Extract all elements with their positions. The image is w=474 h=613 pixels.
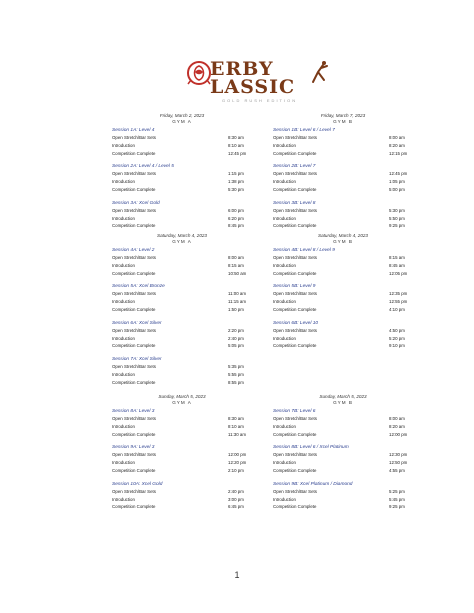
row-label: Open Stretch/Bar Sets — [112, 327, 156, 333]
gym-name: GYM B — [333, 119, 353, 124]
schedule-row — [112, 363, 252, 371]
schedule-row — [273, 178, 413, 186]
schedule-block — [273, 233, 413, 356]
schedule-row — [112, 488, 252, 496]
row-label: Competition Complete — [112, 150, 156, 156]
schedule-row — [112, 342, 252, 350]
gym-name: GYM A — [172, 239, 192, 244]
row-label: Competition Complete — [273, 150, 317, 156]
gym-name: GYM B — [333, 239, 353, 244]
row-label: Introduction — [273, 496, 296, 502]
session — [112, 481, 252, 511]
schedule-row — [273, 270, 413, 278]
row-time: 11:00 am — [228, 291, 246, 297]
rose-icon — [186, 60, 212, 86]
schedule-row — [112, 222, 252, 230]
session-title: Session 9A: Level 3 — [112, 445, 155, 451]
schedule-row — [273, 262, 413, 270]
row-label: Competition Complete — [112, 270, 156, 276]
schedule-row — [112, 431, 252, 439]
row-label: Introduction — [112, 142, 135, 148]
session-title: Session 6B: Level 10 — [273, 320, 319, 326]
row-time: 11:30 am — [228, 431, 246, 437]
row-label: Introduction — [273, 299, 296, 305]
session — [273, 481, 413, 511]
schedule-row — [273, 451, 413, 459]
schedule-row — [112, 467, 252, 475]
row-label: Introduction — [112, 215, 135, 221]
schedule-row — [273, 290, 413, 298]
schedule-row — [112, 270, 252, 278]
row-label: Introduction — [112, 335, 135, 341]
row-time: 6:45 pm — [228, 504, 244, 510]
row-label: Competition Complete — [273, 467, 317, 473]
row-time: 11:15 am — [228, 299, 246, 305]
row-time: 3:00 pm — [228, 496, 244, 502]
row-label: Open Stretch/Bar Sets — [112, 488, 156, 494]
schedule-row — [112, 215, 252, 223]
row-label: Introduction — [273, 262, 296, 268]
row-time: 5:05 pm — [228, 343, 244, 349]
schedule-row — [112, 503, 252, 511]
schedule-row — [273, 459, 413, 467]
schedule-row — [112, 186, 252, 194]
row-label: Open Stretch/Bar Sets — [112, 135, 156, 140]
row-time: 8:30 am — [228, 416, 244, 421]
row-label: Open Stretch/Bar Sets — [273, 416, 317, 421]
session — [112, 408, 252, 438]
schedule-row — [112, 207, 252, 215]
row-label: Competition Complete — [112, 223, 156, 229]
row-time: 5:00 pm — [389, 186, 405, 192]
logo-word-bottom: LASSIC — [210, 76, 296, 98]
row-time: 8:20 am — [389, 423, 405, 429]
row-label: Introduction — [112, 262, 135, 268]
row-time: 12:30 pm — [389, 452, 408, 458]
row-time: 2:40 pm — [228, 488, 244, 494]
schedule-row — [112, 451, 252, 459]
row-time: 8:00 am — [228, 255, 244, 260]
schedule-row — [273, 431, 413, 439]
row-time: 8:30 am — [228, 135, 244, 140]
row-label: Open Stretch/Bar Sets — [112, 207, 156, 213]
row-time: 5:30 pm — [389, 207, 405, 213]
schedule-row — [273, 342, 413, 350]
row-label: Open Stretch/Bar Sets — [112, 291, 156, 297]
row-time: 5:35 pm — [228, 364, 244, 370]
row-time: 2:40 pm — [228, 335, 244, 341]
row-time: 9:25 pm — [389, 504, 405, 510]
session — [112, 356, 252, 386]
session-title: Session 8B: Level 6 / Xcel Platinum — [273, 445, 349, 451]
schedule-block — [112, 113, 252, 236]
row-time: 8:10 am — [228, 423, 244, 429]
session-title: Session 5B: Level 9 — [273, 284, 316, 290]
schedule-row — [112, 415, 252, 423]
row-label: Open Stretch/Bar Sets — [273, 255, 317, 260]
row-time: 1:38 pm — [228, 179, 244, 185]
gym-name: GYM A — [172, 119, 192, 124]
schedule-row — [112, 178, 252, 186]
schedule-row — [112, 134, 252, 142]
row-time: 6:00 pm — [228, 207, 244, 213]
schedule-row — [112, 298, 252, 306]
schedule-row — [273, 142, 413, 150]
session-title: Session 7B: Level 6 — [273, 409, 316, 414]
schedule-row — [273, 503, 413, 511]
schedule-row — [273, 467, 413, 475]
schedule-row — [112, 371, 252, 379]
session-title: Session 2A: Level 4 / Level 5 — [112, 164, 174, 170]
row-time: 1:05 pm — [389, 179, 405, 185]
schedule-row — [112, 262, 252, 270]
row-time: 6:20 pm — [228, 215, 244, 221]
session-title: Session 4A: Level 2 — [112, 248, 155, 253]
session-title: Session 6A: Xcel Silver — [112, 320, 162, 326]
row-label: Open Stretch/Bar Sets — [273, 452, 317, 458]
session-title: Session 4B: Level 8 / Level 9 — [273, 248, 335, 253]
schedule-row — [112, 459, 252, 467]
row-label: Competition Complete — [112, 343, 156, 349]
schedule-row — [273, 222, 413, 230]
schedule-row — [273, 186, 413, 194]
row-time: 8:10 am — [228, 142, 244, 148]
row-label: Open Stretch/Bar Sets — [112, 364, 156, 370]
session — [273, 200, 413, 230]
session — [273, 320, 413, 350]
row-time: 9:10 pm — [389, 343, 405, 349]
row-time: 12:20 pm — [228, 460, 247, 466]
session — [112, 247, 252, 277]
row-time: 12:45 pm — [228, 150, 247, 156]
session — [112, 163, 252, 193]
row-time: 8:55 pm — [228, 379, 244, 385]
row-time: 12:45 pm — [389, 171, 408, 177]
row-time: 8:15 am — [389, 255, 405, 260]
row-label: Competition Complete — [273, 431, 317, 437]
row-time: 8:00 am — [389, 135, 405, 140]
schedule-row — [273, 306, 413, 314]
day-heading: Friday, March 7, 2023 — [320, 113, 366, 118]
day-heading: Friday, March 2, 2023 — [159, 113, 205, 118]
schedule-row — [273, 207, 413, 215]
row-label: Competition Complete — [273, 343, 317, 349]
row-time: 5:45 pm — [389, 496, 405, 502]
schedule-row — [273, 298, 413, 306]
row-time: 8:00 am — [389, 416, 405, 421]
row-label: Open Stretch/Bar Sets — [273, 207, 317, 213]
session-title: Session 8A: Level 3 — [112, 409, 155, 414]
row-time: 5:55 pm — [228, 371, 244, 377]
row-time: 12:15 pm — [389, 150, 408, 156]
row-label: Introduction — [273, 179, 296, 185]
day-heading: Sunday, March 5, 2023 — [319, 394, 367, 399]
session-title: Session 2B: Level 7 — [273, 164, 316, 170]
schedule-block — [273, 113, 413, 236]
row-label: Introduction — [273, 335, 296, 341]
schedule-row — [273, 327, 413, 335]
session — [112, 444, 252, 474]
event-logo — [0, 56, 474, 106]
schedule-block — [112, 233, 252, 393]
schedule-row — [112, 496, 252, 504]
row-label: Open Stretch/Bar Sets — [273, 171, 317, 177]
row-label: Open Stretch/Bar Sets — [112, 452, 156, 458]
row-label: Open Stretch/Bar Sets — [273, 135, 317, 140]
session — [112, 127, 252, 157]
row-time: 5:20 pm — [389, 335, 405, 341]
gymnast-icon — [309, 60, 329, 84]
row-label: Competition Complete — [112, 186, 156, 192]
row-time: 10:50 am — [228, 270, 247, 276]
logo-word-top: ERBY — [210, 58, 274, 80]
schedule-row — [273, 170, 413, 178]
row-label: Competition Complete — [112, 379, 156, 385]
row-time: 8:45 pm — [228, 223, 244, 229]
schedule-row — [112, 170, 252, 178]
schedule-block — [112, 394, 252, 517]
session — [273, 163, 413, 193]
row-label: Introduction — [112, 496, 135, 502]
row-time: 5:25 pm — [389, 488, 405, 494]
row-label: Competition Complete — [273, 270, 317, 276]
schedule-row — [112, 290, 252, 298]
row-label: Introduction — [112, 423, 135, 429]
session-title: Session 3B: Level 8 — [273, 200, 316, 206]
row-label: Competition Complete — [112, 504, 156, 510]
row-time: 2:10 pm — [228, 467, 244, 473]
session — [112, 200, 252, 230]
day-heading: Saturday, March 4, 2023 — [157, 233, 207, 238]
row-label: Introduction — [273, 215, 296, 221]
schedule-row — [273, 335, 413, 343]
schedule-row — [273, 423, 413, 431]
schedule-row — [273, 415, 413, 423]
day-heading: Sunday, March 5, 2023 — [158, 394, 206, 399]
row-time: 8:20 am — [389, 142, 405, 148]
schedule-row — [112, 142, 252, 150]
session — [112, 283, 252, 313]
row-label: Competition Complete — [273, 223, 317, 229]
row-time: 12:00 pm — [228, 452, 247, 458]
row-label: Introduction — [273, 423, 296, 429]
day-heading: Saturday, March 4, 2023 — [318, 233, 368, 238]
session-title: Session 1B: Level 6 / Level 7 — [273, 128, 335, 133]
session — [273, 127, 413, 157]
row-label: Introduction — [112, 299, 135, 305]
row-time: 5:50 pm — [389, 215, 405, 221]
schedule-block — [273, 394, 413, 517]
schedule-row — [273, 215, 413, 223]
row-label: Competition Complete — [273, 306, 317, 312]
schedule-row — [273, 496, 413, 504]
session — [273, 408, 413, 438]
row-label: Open Stretch/Bar Sets — [112, 171, 156, 177]
session — [112, 320, 252, 350]
schedule-row — [112, 379, 252, 387]
row-label: Introduction — [273, 460, 296, 466]
session-title: Session 7A: Xcel Silver — [112, 357, 162, 363]
schedule-row — [112, 335, 252, 343]
row-time: 8:45 am — [389, 262, 405, 268]
row-label: Open Stretch/Bar Sets — [273, 327, 317, 333]
session — [273, 283, 413, 313]
row-label: Competition Complete — [112, 431, 156, 437]
row-time: 12:35 pm — [389, 291, 408, 297]
row-label: Open Stretch/Bar Sets — [273, 291, 317, 297]
session — [273, 444, 413, 474]
row-label: Open Stretch/Bar Sets — [112, 255, 156, 260]
row-label: Introduction — [273, 142, 296, 148]
row-time: 5:30 pm — [228, 186, 244, 192]
row-time: 4:50 pm — [389, 327, 405, 333]
row-time: 12:55 pm — [389, 299, 408, 305]
row-label: Competition Complete — [273, 186, 317, 192]
session-title: Session 10A: Xcel Gold — [112, 481, 163, 487]
schedule-row — [273, 254, 413, 262]
schedule-row — [112, 423, 252, 431]
row-time: 8:15 am — [228, 262, 244, 268]
row-label: Introduction — [112, 179, 135, 185]
row-time: 4:10 pm — [389, 306, 405, 312]
logo-tagline: GOLD RUSH EDITION — [222, 98, 298, 103]
row-label: Introduction — [112, 371, 135, 377]
schedule-row — [112, 306, 252, 314]
row-time: 12:50 pm — [389, 460, 408, 466]
row-time: 4:55 pm — [389, 467, 405, 473]
row-time: 9:25 pm — [389, 223, 405, 229]
schedule-row — [273, 134, 413, 142]
row-label: Competition Complete — [273, 504, 317, 510]
session-title: Session 5A: Xcel Bronze — [112, 284, 165, 290]
row-time: 12:00 pm — [389, 431, 408, 437]
schedule-row — [112, 254, 252, 262]
row-label: Competition Complete — [112, 306, 156, 312]
row-time: 1:15 pm — [228, 171, 244, 177]
session — [273, 247, 413, 277]
schedule-row — [112, 327, 252, 335]
session-title: Session 1A: Level 4 — [112, 128, 155, 133]
row-label: Competition Complete — [112, 467, 156, 473]
row-time: 12:05 pm — [389, 270, 408, 276]
row-label: Open Stretch/Bar Sets — [273, 488, 317, 494]
session-title: Session 9B: Xcel Platinum / Diamond — [273, 481, 353, 487]
gym-name: GYM A — [172, 400, 192, 405]
row-label: Introduction — [112, 460, 135, 466]
schedule-row — [273, 150, 413, 158]
page-number: 1 — [234, 570, 240, 580]
schedule-row — [273, 488, 413, 496]
row-time: 2:20 pm — [228, 327, 244, 333]
gym-name: GYM B — [333, 400, 353, 405]
row-label: Open Stretch/Bar Sets — [112, 416, 156, 421]
row-time: 1:50 pm — [228, 306, 244, 312]
session-title: Session 3A: Xcel Gold — [112, 200, 160, 206]
schedule-row — [112, 150, 252, 158]
